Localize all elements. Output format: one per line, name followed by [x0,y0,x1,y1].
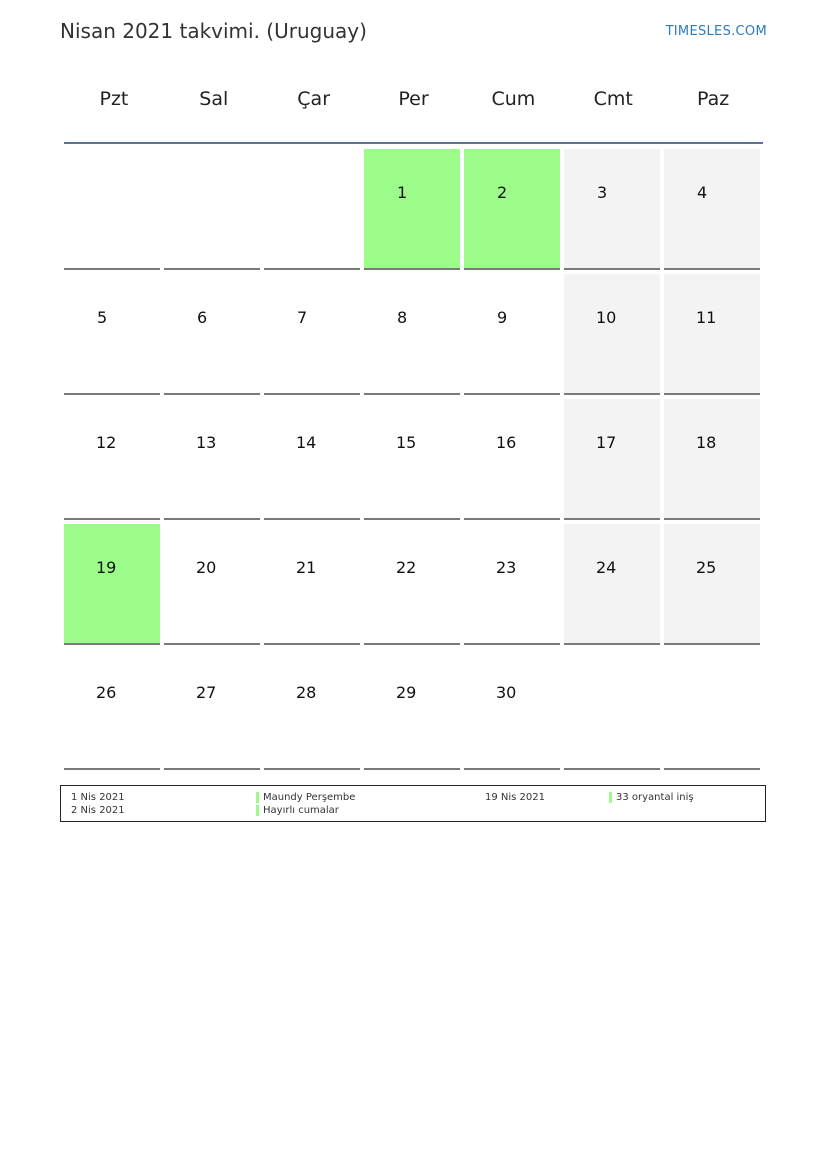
day-cell [364,399,460,520]
weekday-label: Cum [491,88,536,110]
day-cell [364,274,460,395]
day-number: 26 [96,683,117,702]
day-cell-holiday [364,149,460,270]
weekday-label: Sal [199,88,229,110]
day-number: 11 [696,308,717,327]
day-number: 7 [297,308,308,327]
day-number: 8 [397,308,408,327]
day-cell [564,649,660,770]
day-cell-weekend [664,274,760,395]
day-number: 13 [196,433,217,452]
day-cell [464,274,560,395]
day-cell-weekend [564,274,660,395]
weekday-label: Per [398,88,429,110]
legend-marker [609,792,612,803]
legend-holiday-name: Hayırlı cumalar [263,805,339,816]
day-cell [464,399,560,520]
day-cell-weekend [564,399,660,520]
calendar-week [64,524,767,645]
day-cell-weekend [664,524,760,645]
weekday-label: Pzt [99,88,129,110]
day-cell [264,149,360,270]
day-cell [64,649,160,770]
day-cell [664,649,760,770]
day-cell [164,274,260,395]
calendar-grid [64,149,767,774]
weekday-label: Paz [696,88,730,110]
day-number: 20 [196,558,217,577]
day-cell [264,649,360,770]
day-cell [164,649,260,770]
day-cell-holiday [64,524,160,645]
day-number: 15 [396,433,417,452]
day-number: 29 [396,683,417,702]
day-cell [164,524,260,645]
legend-date: 2 Nis 2021 [71,805,125,816]
day-cell [64,274,160,395]
day-number: 1 [397,183,408,202]
day-number: 28 [296,683,317,702]
day-cell [264,399,360,520]
day-number: 25 [696,558,717,577]
day-cell [364,649,460,770]
legend-holiday-name: Maundy Perşembe [263,792,356,803]
weekday-header [64,88,763,110]
day-number: 23 [496,558,517,577]
weekday-label: Çar [297,88,331,110]
day-cell-weekend [564,149,660,270]
legend-date: 1 Nis 2021 [71,792,125,803]
day-number: 14 [296,433,317,452]
calendar-week [64,649,767,770]
day-number: 17 [596,433,617,452]
day-number: 5 [97,308,108,327]
weekday-label: Cmt [593,88,633,110]
day-cell-weekend [664,149,760,270]
holiday-legend [60,785,766,822]
calendar-week [64,149,767,270]
day-number: 9 [497,308,508,327]
day-cell [464,649,560,770]
day-cell [164,399,260,520]
day-number: 19 [96,558,117,577]
day-number: 6 [197,308,208,327]
day-cell-holiday [464,149,560,270]
calendar-week [64,399,767,520]
page-title: Nisan 2021 takvimi. (Uruguay) [60,19,367,43]
day-number: 30 [496,683,517,702]
day-cell-weekend [664,399,760,520]
legend-marker [256,805,259,816]
day-cell [264,274,360,395]
header-divider [64,142,763,144]
day-cell [364,524,460,645]
day-cell [64,399,160,520]
legend-marker [256,792,259,803]
day-number: 12 [96,433,117,452]
legend-date: 19 Nis 2021 [485,792,545,803]
day-number: 27 [196,683,217,702]
day-number: 2 [497,183,508,202]
brand-link[interactable]: TIMESLES.COM [665,24,767,39]
day-cell [264,524,360,645]
day-number: 4 [697,183,708,202]
day-number: 24 [596,558,617,577]
day-number: 21 [296,558,317,577]
day-number: 3 [597,183,608,202]
day-cell [164,149,260,270]
day-number: 22 [396,558,417,577]
calendar-week [64,274,767,395]
day-cell-weekend [564,524,660,645]
legend-holiday-name: 33 oryantal iniş [616,792,694,803]
day-cell [464,524,560,645]
day-number: 16 [496,433,517,452]
day-number: 10 [596,308,617,327]
day-cell [64,149,160,270]
day-number: 18 [696,433,717,452]
